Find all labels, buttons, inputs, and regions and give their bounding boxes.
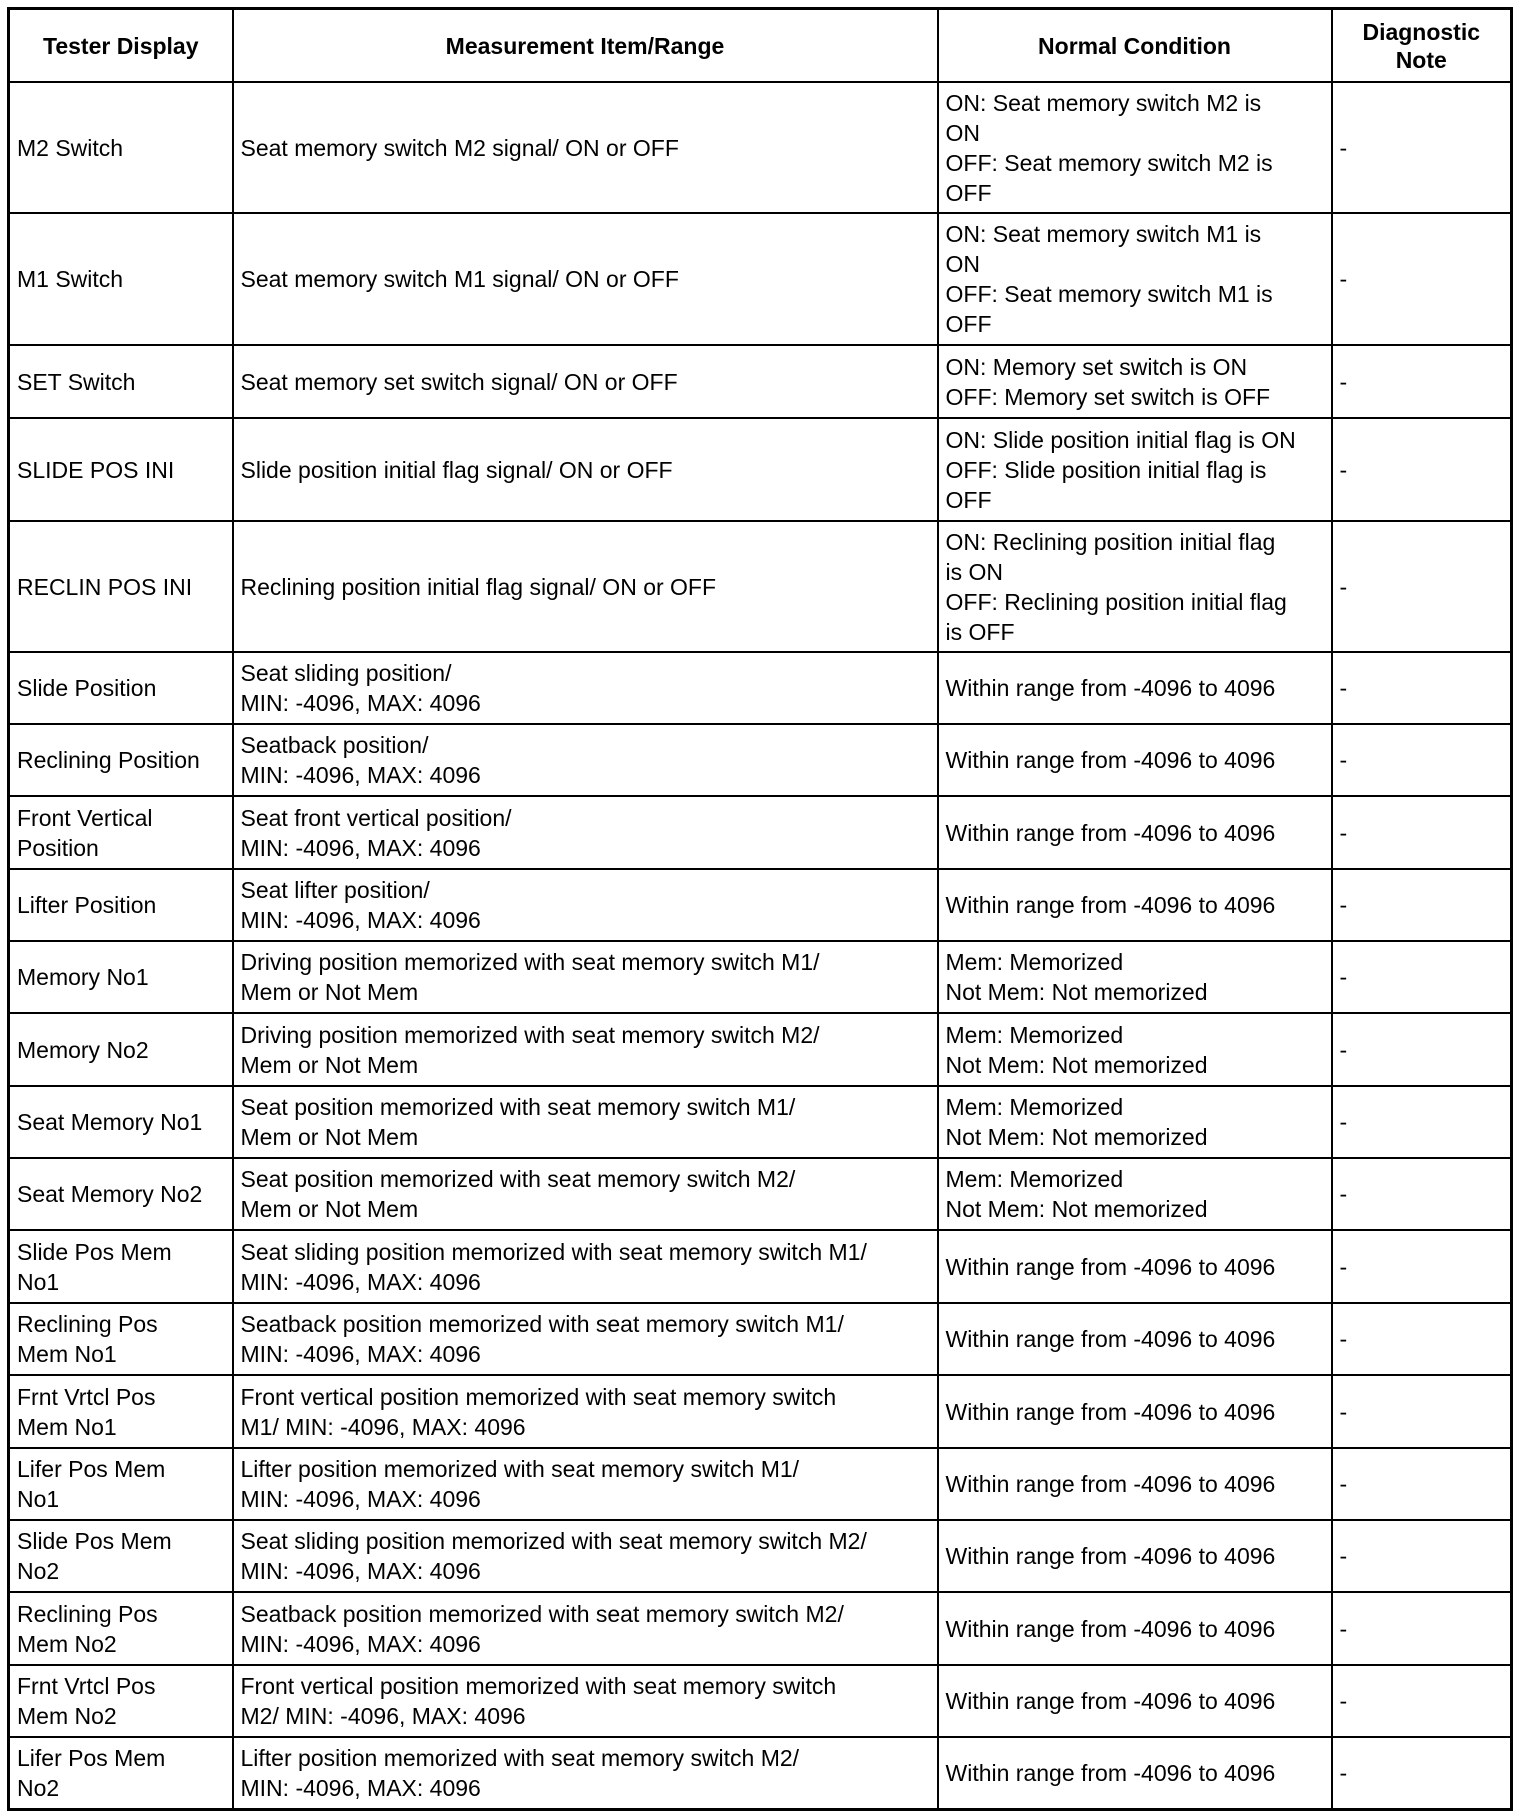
cell-tester-display: Lifter Position <box>9 869 233 941</box>
table-row <box>9 82 1512 213</box>
cell-tester-display: Memory No2 <box>9 1013 233 1086</box>
cell-diagnostic-note: - <box>1332 869 1512 941</box>
cell-diagnostic-note: - <box>1332 1303 1512 1375</box>
cell-measurement-item: Seatback position/ MIN: -4096, MAX: 4096 <box>233 724 938 796</box>
cell-tester-display: Frnt Vrtcl Pos Mem No1 <box>9 1375 233 1448</box>
table-row <box>9 869 1512 941</box>
table-row <box>9 1592 1512 1665</box>
cell-measurement-item: Seatback position memorized with seat memory switch M1/ MIN: -4096, MAX: 4096 <box>233 1303 938 1375</box>
cell-diagnostic-note: - <box>1332 1592 1512 1665</box>
cell-normal-condition: ON: Reclining position initial flag is ON OFF: Reclining position initial flag is OFF <box>938 521 1332 652</box>
cell-diagnostic-note: - <box>1332 941 1512 1013</box>
cell-tester-display: Reclining Pos Mem No2 <box>9 1592 233 1665</box>
cell-diagnostic-note: - <box>1332 652 1512 724</box>
cell-diagnostic-note: - <box>1332 213 1512 345</box>
cell-normal-condition: ON: Seat memory switch M2 is ON OFF: Seat memory switch M2 is OFF <box>938 82 1332 213</box>
table-row <box>9 1158 1512 1230</box>
table-body <box>9 82 1512 1809</box>
cell-normal-condition: Within range from -4096 to 4096 <box>938 1303 1332 1375</box>
cell-normal-condition: Within range from -4096 to 4096 <box>938 1592 1332 1665</box>
cell-diagnostic-note: - <box>1332 724 1512 796</box>
header-diagnostic-note: Diagnostic Note <box>1332 9 1512 83</box>
table-row <box>9 1448 1512 1520</box>
cell-diagnostic-note: - <box>1332 1086 1512 1158</box>
cell-tester-display: M1 Switch <box>9 213 233 345</box>
cell-measurement-item: Front vertical position memorized with seat memory switch M1/ MIN: -4096, MAX: 4096 <box>233 1375 938 1448</box>
cell-diagnostic-note: - <box>1332 521 1512 652</box>
cell-tester-display: M2 Switch <box>9 82 233 213</box>
cell-tester-display: Front Vertical Position <box>9 796 233 869</box>
cell-measurement-item: Lifter position memorized with seat memory switch M2/ MIN: -4096, MAX: 4096 <box>233 1737 938 1809</box>
cell-diagnostic-note: - <box>1332 418 1512 521</box>
cell-normal-condition: Within range from -4096 to 4096 <box>938 1520 1332 1592</box>
cell-diagnostic-note: - <box>1332 1158 1512 1230</box>
cell-normal-condition: Mem: Memorized Not Mem: Not memorized <box>938 1158 1332 1230</box>
data-monitor-table <box>7 7 1513 1811</box>
cell-measurement-item: Seat lifter position/ MIN: -4096, MAX: 4096 <box>233 869 938 941</box>
cell-measurement-item: Driving position memorized with seat memory switch M2/ Mem or Not Mem <box>233 1013 938 1086</box>
cell-measurement-item: Seat front vertical position/ MIN: -4096, MAX: 4096 <box>233 796 938 869</box>
cell-normal-condition: Within range from -4096 to 4096 <box>938 1665 1332 1737</box>
table-row <box>9 941 1512 1013</box>
cell-measurement-item: Seat memory switch M1 signal/ ON or OFF <box>233 213 938 345</box>
document-sheet <box>7 7 1510 1811</box>
cell-diagnostic-note: - <box>1332 1665 1512 1737</box>
cell-tester-display: SET Switch <box>9 345 233 418</box>
cell-tester-display: Reclining Pos Mem No1 <box>9 1303 233 1375</box>
table-row <box>9 418 1512 521</box>
table-header-row <box>9 9 1512 83</box>
cell-measurement-item: Seatback position memorized with seat memory switch M2/ MIN: -4096, MAX: 4096 <box>233 1592 938 1665</box>
table-row <box>9 1520 1512 1592</box>
cell-measurement-item: Seat position memorized with seat memory switch M1/ Mem or Not Mem <box>233 1086 938 1158</box>
table-row <box>9 724 1512 796</box>
table-row <box>9 213 1512 345</box>
cell-measurement-item: Seat sliding position memorized with seat memory switch M1/ MIN: -4096, MAX: 4096 <box>233 1230 938 1303</box>
cell-tester-display: Lifer Pos Mem No1 <box>9 1448 233 1520</box>
cell-normal-condition: Within range from -4096 to 4096 <box>938 1448 1332 1520</box>
cell-normal-condition: ON: Seat memory switch M1 is ON OFF: Seat memory switch M1 is OFF <box>938 213 1332 345</box>
table-row <box>9 1230 1512 1303</box>
cell-measurement-item: Seat memory set switch signal/ ON or OFF <box>233 345 938 418</box>
cell-tester-display: Seat Memory No1 <box>9 1086 233 1158</box>
cell-tester-display: Reclining Position <box>9 724 233 796</box>
cell-diagnostic-note: - <box>1332 1375 1512 1448</box>
cell-diagnostic-note: - <box>1332 1013 1512 1086</box>
cell-measurement-item: Seat memory switch M2 signal/ ON or OFF <box>233 82 938 213</box>
cell-measurement-item: Seat position memorized with seat memory switch M2/ Mem or Not Mem <box>233 1158 938 1230</box>
cell-tester-display: Memory No1 <box>9 941 233 1013</box>
cell-diagnostic-note: - <box>1332 796 1512 869</box>
cell-normal-condition: Within range from -4096 to 4096 <box>938 724 1332 796</box>
table-row <box>9 1013 1512 1086</box>
cell-diagnostic-note: - <box>1332 1448 1512 1520</box>
cell-tester-display: Slide Pos Mem No2 <box>9 1520 233 1592</box>
cell-measurement-item: Driving position memorized with seat memory switch M1/ Mem or Not Mem <box>233 941 938 1013</box>
cell-normal-condition: Within range from -4096 to 4096 <box>938 652 1332 724</box>
table-row <box>9 1086 1512 1158</box>
cell-normal-condition: Within range from -4096 to 4096 <box>938 1375 1332 1448</box>
table-row <box>9 652 1512 724</box>
cell-tester-display: RECLIN POS INI <box>9 521 233 652</box>
cell-tester-display: SLIDE POS INI <box>9 418 233 521</box>
table-row <box>9 1665 1512 1737</box>
cell-measurement-item: Front vertical position memorized with seat memory switch M2/ MIN: -4096, MAX: 4096 <box>233 1665 938 1737</box>
header-measurement-item: Measurement Item/Range <box>233 9 938 83</box>
cell-normal-condition: Mem: Memorized Not Mem: Not memorized <box>938 941 1332 1013</box>
cell-diagnostic-note: - <box>1332 82 1512 213</box>
header-normal-condition: Normal Condition <box>938 9 1332 83</box>
cell-tester-display: Lifer Pos Mem No2 <box>9 1737 233 1809</box>
table-row <box>9 1375 1512 1448</box>
cell-measurement-item: Seat sliding position/ MIN: -4096, MAX: 4096 <box>233 652 938 724</box>
cell-normal-condition: Within range from -4096 to 4096 <box>938 1230 1332 1303</box>
table-row <box>9 796 1512 869</box>
cell-normal-condition: Within range from -4096 to 4096 <box>938 869 1332 941</box>
cell-normal-condition: Mem: Memorized Not Mem: Not memorized <box>938 1086 1332 1158</box>
cell-diagnostic-note: - <box>1332 1737 1512 1809</box>
table-row <box>9 521 1512 652</box>
cell-diagnostic-note: - <box>1332 345 1512 418</box>
cell-measurement-item: Slide position initial flag signal/ ON or OFF <box>233 418 938 521</box>
cell-tester-display: Seat Memory No2 <box>9 1158 233 1230</box>
cell-diagnostic-note: - <box>1332 1520 1512 1592</box>
cell-diagnostic-note: - <box>1332 1230 1512 1303</box>
cell-tester-display: Frnt Vrtcl Pos Mem No2 <box>9 1665 233 1737</box>
cell-measurement-item: Lifter position memorized with seat memory switch M1/ MIN: -4096, MAX: 4096 <box>233 1448 938 1520</box>
cell-normal-condition: Within range from -4096 to 4096 <box>938 1737 1332 1809</box>
cell-normal-condition: ON: Slide position initial flag is ON OFF: Slide position initial flag is OFF <box>938 418 1332 521</box>
cell-normal-condition: Within range from -4096 to 4096 <box>938 796 1332 869</box>
table-row <box>9 345 1512 418</box>
table-row <box>9 1303 1512 1375</box>
cell-tester-display: Slide Position <box>9 652 233 724</box>
cell-tester-display: Slide Pos Mem No1 <box>9 1230 233 1303</box>
cell-measurement-item: Seat sliding position memorized with seat memory switch M2/ MIN: -4096, MAX: 4096 <box>233 1520 938 1592</box>
header-tester-display: Tester Display <box>9 9 233 83</box>
cell-measurement-item: Reclining position initial flag signal/ ON or OFF <box>233 521 938 652</box>
cell-normal-condition: Mem: Memorized Not Mem: Not memorized <box>938 1013 1332 1086</box>
cell-normal-condition: ON: Memory set switch is ON OFF: Memory set switch is OFF <box>938 345 1332 418</box>
table-row <box>9 1737 1512 1809</box>
